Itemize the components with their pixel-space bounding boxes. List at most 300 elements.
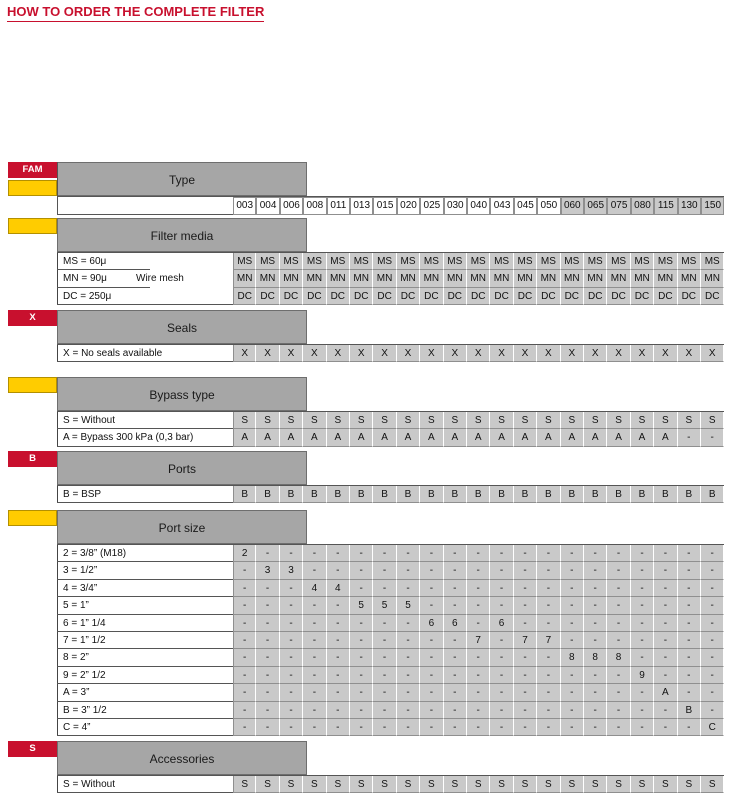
option-cell: - bbox=[537, 545, 560, 562]
option-cell: S bbox=[514, 412, 537, 429]
option-label: 7 = 1” 1/2 bbox=[63, 635, 106, 646]
size-code: 030 bbox=[444, 197, 467, 215]
option-cell: - bbox=[678, 649, 701, 666]
option-cell: - bbox=[303, 615, 326, 632]
option-cell: X bbox=[678, 345, 701, 362]
option-cell: - bbox=[397, 649, 420, 666]
option-cell: DC bbox=[373, 288, 396, 305]
option-cell: S bbox=[584, 776, 607, 793]
option-cell: - bbox=[678, 667, 701, 684]
option-cell: DC bbox=[584, 288, 607, 305]
option-cell: - bbox=[537, 615, 560, 632]
option-row-rule bbox=[57, 446, 233, 447]
option-cell: DC bbox=[444, 288, 467, 305]
option-cell: DC bbox=[678, 288, 701, 305]
option-cell: - bbox=[537, 667, 560, 684]
size-code: 011 bbox=[327, 197, 350, 215]
option-cell: A bbox=[607, 429, 630, 446]
option-cell: - bbox=[701, 429, 724, 446]
section-header: Bypass type bbox=[57, 377, 307, 411]
option-cell: MS bbox=[256, 253, 279, 270]
option-cell: - bbox=[561, 597, 584, 614]
option-cell: - bbox=[350, 702, 373, 719]
option-cell: - bbox=[678, 719, 701, 736]
option-cell: - bbox=[607, 667, 630, 684]
option-cell: - bbox=[233, 632, 256, 649]
size-code: 015 bbox=[373, 197, 396, 215]
option-cell: S bbox=[350, 776, 373, 793]
option-cell: B bbox=[514, 486, 537, 503]
option-cell: - bbox=[350, 632, 373, 649]
option-cell: - bbox=[607, 615, 630, 632]
option-cell: S bbox=[654, 776, 677, 793]
option-cell: S bbox=[233, 776, 256, 793]
option-label: DC = 250μ bbox=[63, 290, 112, 302]
option-cell: - bbox=[561, 580, 584, 597]
option-cell: X bbox=[490, 345, 513, 362]
option-cell: - bbox=[490, 545, 513, 562]
option-cell: - bbox=[327, 545, 350, 562]
option-cell: - bbox=[350, 615, 373, 632]
option-cell: - bbox=[701, 580, 724, 597]
section-tag bbox=[8, 510, 57, 526]
option-cell: 9 bbox=[631, 667, 654, 684]
option-cell: - bbox=[256, 580, 279, 597]
option-cell: MS bbox=[490, 253, 513, 270]
option-cell: - bbox=[607, 684, 630, 701]
option-cell: B bbox=[631, 486, 654, 503]
option-cell: MS bbox=[303, 253, 326, 270]
option-cell: S bbox=[701, 776, 724, 793]
option-cell: S bbox=[467, 412, 490, 429]
option-cell: A bbox=[397, 429, 420, 446]
option-cell: - bbox=[678, 632, 701, 649]
option-cell: - bbox=[467, 580, 490, 597]
option-cell: B bbox=[420, 486, 443, 503]
option-cell: - bbox=[256, 632, 279, 649]
option-cell: - bbox=[350, 684, 373, 701]
option-cell: 4 bbox=[303, 580, 326, 597]
option-cell: - bbox=[561, 615, 584, 632]
option-cell: - bbox=[678, 615, 701, 632]
option-cell: B bbox=[467, 486, 490, 503]
option-cell: A bbox=[514, 429, 537, 446]
option-cell: - bbox=[514, 580, 537, 597]
option-cell: X bbox=[303, 345, 326, 362]
option-cell: DC bbox=[537, 288, 560, 305]
option-cell: - bbox=[327, 649, 350, 666]
option-cell: - bbox=[280, 632, 303, 649]
option-cell: A bbox=[420, 429, 443, 446]
option-cell: DC bbox=[233, 288, 256, 305]
option-cell: - bbox=[678, 429, 701, 446]
option-cell: MN bbox=[280, 270, 303, 287]
option-cell: - bbox=[280, 649, 303, 666]
option-label: A = 3” bbox=[63, 687, 90, 699]
option-cell: - bbox=[514, 562, 537, 579]
option-cell: - bbox=[373, 580, 396, 597]
option-cell: MN bbox=[327, 270, 350, 287]
option-cell: - bbox=[256, 615, 279, 632]
option-cell: A bbox=[631, 429, 654, 446]
option-cell: X bbox=[561, 345, 584, 362]
option-cell: - bbox=[514, 597, 537, 614]
option-cell: - bbox=[584, 580, 607, 597]
option-cell: S bbox=[654, 412, 677, 429]
option-cell: - bbox=[678, 545, 701, 562]
size-code: 013 bbox=[350, 197, 373, 215]
option-cell: - bbox=[303, 597, 326, 614]
option-cell: - bbox=[607, 562, 630, 579]
option-label: MN = 90μ bbox=[63, 273, 107, 285]
option-cell: - bbox=[678, 562, 701, 579]
option-cell: DC bbox=[350, 288, 373, 305]
option-cell: A bbox=[561, 429, 584, 446]
option-cell: 6 bbox=[490, 615, 513, 632]
option-cell: - bbox=[514, 684, 537, 701]
option-cell: S bbox=[420, 776, 443, 793]
option-cell: - bbox=[233, 615, 256, 632]
option-cell: - bbox=[701, 702, 724, 719]
option-cell: 4 bbox=[327, 580, 350, 597]
option-cell: DC bbox=[397, 288, 420, 305]
option-cell: - bbox=[327, 702, 350, 719]
option-cell: S bbox=[467, 776, 490, 793]
option-cell: A bbox=[350, 429, 373, 446]
option-cell: - bbox=[514, 649, 537, 666]
section-header: Seals bbox=[57, 310, 307, 344]
option-cell: MN bbox=[514, 270, 537, 287]
size-code: 006 bbox=[280, 197, 303, 215]
option-cell: X bbox=[584, 345, 607, 362]
option-row-rule bbox=[57, 792, 233, 793]
option-cell: - bbox=[350, 562, 373, 579]
option-cell: MN bbox=[373, 270, 396, 287]
option-cell: MS bbox=[607, 253, 630, 270]
option-cell: MS bbox=[373, 253, 396, 270]
option-cell: MN bbox=[654, 270, 677, 287]
option-cell: - bbox=[631, 545, 654, 562]
option-cell: - bbox=[444, 562, 467, 579]
option-cell: S bbox=[561, 776, 584, 793]
option-cell: A bbox=[280, 429, 303, 446]
page-title: HOW TO ORDER THE COMPLETE FILTER bbox=[7, 4, 264, 22]
option-cell: S bbox=[280, 776, 303, 793]
option-cell: S bbox=[420, 412, 443, 429]
option-cell: C bbox=[701, 719, 724, 736]
section-tag: B bbox=[8, 451, 57, 467]
option-cell: DC bbox=[490, 288, 513, 305]
option-cell: A bbox=[654, 684, 677, 701]
option-cell: - bbox=[584, 684, 607, 701]
option-cell: - bbox=[654, 545, 677, 562]
size-code: 065 bbox=[584, 197, 607, 215]
option-cell: S bbox=[607, 412, 630, 429]
option-cell: S bbox=[350, 412, 373, 429]
option-cell: - bbox=[607, 545, 630, 562]
option-cell: - bbox=[397, 719, 420, 736]
option-cell: - bbox=[631, 702, 654, 719]
option-cell: - bbox=[631, 562, 654, 579]
size-code: 043 bbox=[490, 197, 513, 215]
option-cell: - bbox=[490, 719, 513, 736]
section-header: Filter media bbox=[57, 218, 307, 252]
option-cell: MN bbox=[303, 270, 326, 287]
option-cell: MN bbox=[233, 270, 256, 287]
option-cell: - bbox=[444, 632, 467, 649]
option-cell: S bbox=[631, 776, 654, 793]
option-cell: X bbox=[514, 345, 537, 362]
option-cell: X bbox=[233, 345, 256, 362]
option-cell: - bbox=[397, 562, 420, 579]
option-cell: B bbox=[678, 702, 701, 719]
option-cell: - bbox=[561, 545, 584, 562]
option-cell: - bbox=[701, 684, 724, 701]
option-cell: S bbox=[256, 412, 279, 429]
option-cell: - bbox=[256, 684, 279, 701]
option-cell: MN bbox=[467, 270, 490, 287]
option-cell: A bbox=[584, 429, 607, 446]
option-cell: - bbox=[607, 702, 630, 719]
option-cell: - bbox=[303, 719, 326, 736]
option-cell: B bbox=[561, 486, 584, 503]
option-cell: 6 bbox=[444, 615, 467, 632]
option-cell: - bbox=[350, 545, 373, 562]
option-cell: B bbox=[607, 486, 630, 503]
option-cell: - bbox=[467, 597, 490, 614]
option-cell: S bbox=[584, 412, 607, 429]
option-cell: S bbox=[514, 776, 537, 793]
option-cell: - bbox=[584, 667, 607, 684]
option-cell: - bbox=[490, 562, 513, 579]
option-cell: - bbox=[514, 702, 537, 719]
option-cell: - bbox=[373, 667, 396, 684]
option-cell: X bbox=[373, 345, 396, 362]
option-cell: - bbox=[584, 562, 607, 579]
option-cell: - bbox=[631, 649, 654, 666]
option-cell: - bbox=[256, 702, 279, 719]
option-cell: S bbox=[607, 776, 630, 793]
option-cell: A bbox=[537, 429, 560, 446]
option-cell: X bbox=[701, 345, 724, 362]
option-cell: - bbox=[350, 667, 373, 684]
section-tag: FAM bbox=[8, 162, 57, 178]
option-cell: - bbox=[373, 615, 396, 632]
option-cell: MS bbox=[350, 253, 373, 270]
option-cell: B bbox=[654, 486, 677, 503]
option-cell: - bbox=[397, 615, 420, 632]
option-cell: X bbox=[444, 345, 467, 362]
option-cell: S bbox=[678, 412, 701, 429]
option-cell: - bbox=[397, 632, 420, 649]
option-cell: 8 bbox=[584, 649, 607, 666]
option-cell: - bbox=[467, 649, 490, 666]
option-cell: X bbox=[350, 345, 373, 362]
option-cell: 7 bbox=[537, 632, 560, 649]
option-label: C = 4” bbox=[63, 722, 91, 733]
option-label: 2 = 3/8” (M18) bbox=[63, 548, 127, 559]
option-cell: A bbox=[327, 429, 350, 446]
section-tag-secondary bbox=[8, 180, 57, 196]
option-cell: - bbox=[490, 580, 513, 597]
option-cell: - bbox=[327, 684, 350, 701]
option-cell: - bbox=[327, 597, 350, 614]
option-label: MS = 60μ bbox=[63, 256, 107, 267]
option-cell: - bbox=[467, 684, 490, 701]
option-cell: - bbox=[233, 684, 256, 701]
option-label: 6 = 1” 1/4 bbox=[63, 617, 106, 629]
option-cell: - bbox=[256, 667, 279, 684]
option-cell: - bbox=[444, 702, 467, 719]
option-cell: - bbox=[420, 580, 443, 597]
size-code: 115 bbox=[654, 197, 677, 215]
option-cell: - bbox=[514, 719, 537, 736]
option-cell: S bbox=[631, 412, 654, 429]
option-cell: MS bbox=[233, 253, 256, 270]
option-cell: MN bbox=[256, 270, 279, 287]
option-cell: X bbox=[654, 345, 677, 362]
option-cell: - bbox=[654, 580, 677, 597]
option-cell: - bbox=[233, 597, 256, 614]
size-code: 003 bbox=[233, 197, 256, 215]
option-cell: - bbox=[327, 667, 350, 684]
option-cell: - bbox=[350, 649, 373, 666]
option-cell: B bbox=[397, 486, 420, 503]
option-cell: - bbox=[373, 562, 396, 579]
option-cell: A bbox=[490, 429, 513, 446]
option-label: S = Without bbox=[63, 779, 115, 790]
option-cell: - bbox=[607, 632, 630, 649]
option-cell: - bbox=[280, 545, 303, 562]
option-cell: S bbox=[701, 412, 724, 429]
option-row-rule bbox=[57, 735, 233, 736]
type-bottom-rule bbox=[57, 214, 233, 215]
option-cell: - bbox=[654, 667, 677, 684]
option-cell: - bbox=[256, 719, 279, 736]
option-cell: - bbox=[701, 562, 724, 579]
option-cell: - bbox=[350, 580, 373, 597]
size-code: 080 bbox=[631, 197, 654, 215]
option-cell: S bbox=[561, 412, 584, 429]
option-cell: - bbox=[678, 597, 701, 614]
option-cell: S bbox=[327, 412, 350, 429]
option-cell: 6 bbox=[420, 615, 443, 632]
size-code: 020 bbox=[397, 197, 420, 215]
option-cell: MN bbox=[397, 270, 420, 287]
option-cell: S bbox=[537, 776, 560, 793]
section-header: Port size bbox=[57, 510, 307, 544]
option-cell: - bbox=[631, 597, 654, 614]
option-row-rule bbox=[57, 304, 233, 305]
option-cell: - bbox=[420, 719, 443, 736]
option-cell: - bbox=[561, 632, 584, 649]
option-cell: A bbox=[303, 429, 326, 446]
option-cell: - bbox=[607, 597, 630, 614]
option-cell: A bbox=[467, 429, 490, 446]
option-cell: - bbox=[654, 632, 677, 649]
option-cell: A bbox=[444, 429, 467, 446]
option-cell: - bbox=[584, 702, 607, 719]
option-cell: - bbox=[420, 545, 443, 562]
option-cell: A bbox=[654, 429, 677, 446]
option-label: 5 = 1” bbox=[63, 600, 89, 612]
option-cell: 2 bbox=[233, 545, 256, 562]
option-cell: - bbox=[607, 719, 630, 736]
option-cell: - bbox=[490, 632, 513, 649]
option-cell: - bbox=[701, 615, 724, 632]
option-cell: - bbox=[701, 649, 724, 666]
option-cell: - bbox=[420, 649, 443, 666]
option-cell: - bbox=[444, 545, 467, 562]
option-cell: MS bbox=[467, 253, 490, 270]
option-cell: B bbox=[280, 486, 303, 503]
option-cell: - bbox=[420, 667, 443, 684]
option-cell: - bbox=[303, 702, 326, 719]
option-cell: X bbox=[631, 345, 654, 362]
option-cell: MS bbox=[420, 253, 443, 270]
option-cell: S bbox=[537, 412, 560, 429]
option-cell: - bbox=[303, 649, 326, 666]
option-cell: MS bbox=[537, 253, 560, 270]
option-cell: - bbox=[256, 545, 279, 562]
option-cell: B bbox=[233, 486, 256, 503]
option-cell: B bbox=[256, 486, 279, 503]
option-cell: - bbox=[373, 719, 396, 736]
option-cell: - bbox=[303, 667, 326, 684]
option-cell: 5 bbox=[350, 597, 373, 614]
option-cell: MS bbox=[327, 253, 350, 270]
option-cell: - bbox=[327, 562, 350, 579]
option-cell: - bbox=[514, 615, 537, 632]
option-cell: - bbox=[631, 719, 654, 736]
option-cell: - bbox=[561, 562, 584, 579]
size-code: 004 bbox=[256, 197, 279, 215]
option-cell: - bbox=[514, 667, 537, 684]
option-cell: S bbox=[678, 776, 701, 793]
section-tag bbox=[8, 377, 57, 393]
option-cell: S bbox=[280, 412, 303, 429]
option-cell: - bbox=[373, 545, 396, 562]
option-cell: S bbox=[256, 776, 279, 793]
option-cell: - bbox=[537, 684, 560, 701]
option-cell: MS bbox=[280, 253, 303, 270]
option-cell: 8 bbox=[607, 649, 630, 666]
option-cell: MN bbox=[631, 270, 654, 287]
option-cell: S bbox=[490, 412, 513, 429]
option-cell: DC bbox=[280, 288, 303, 305]
option-cell: - bbox=[584, 597, 607, 614]
option-cell: - bbox=[233, 649, 256, 666]
option-cell: - bbox=[631, 632, 654, 649]
size-code: 040 bbox=[467, 197, 490, 215]
option-cell: B bbox=[303, 486, 326, 503]
option-cell: - bbox=[537, 649, 560, 666]
option-label: 3 = 1/2” bbox=[63, 565, 98, 577]
option-cell: MN bbox=[678, 270, 701, 287]
option-cell: - bbox=[631, 580, 654, 597]
option-cell: - bbox=[537, 597, 560, 614]
option-cell: - bbox=[233, 719, 256, 736]
section-tag: X bbox=[8, 310, 57, 326]
option-cell: DC bbox=[327, 288, 350, 305]
option-cell: DC bbox=[303, 288, 326, 305]
option-cell: B bbox=[678, 486, 701, 503]
section-tag: S bbox=[8, 741, 57, 757]
option-cell: X bbox=[420, 345, 443, 362]
option-cell: A bbox=[256, 429, 279, 446]
option-label: X = No seals available bbox=[63, 348, 163, 359]
option-cell: MN bbox=[607, 270, 630, 287]
